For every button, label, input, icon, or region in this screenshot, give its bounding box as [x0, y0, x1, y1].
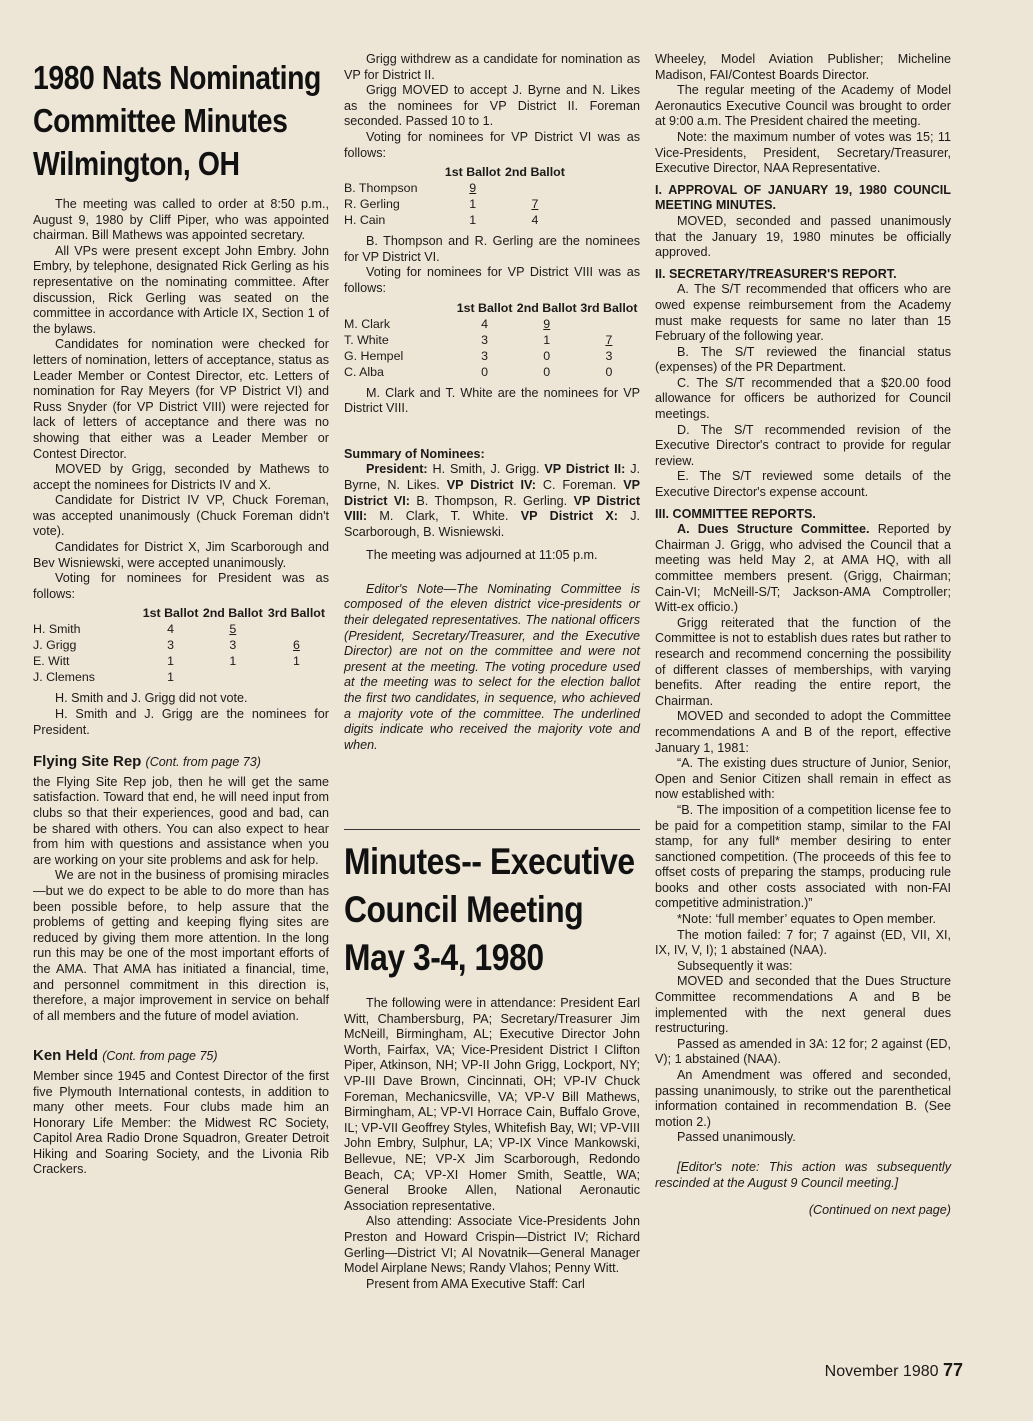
section-heading	[33, 1048, 329, 1065]
column-3	[655, 52, 951, 1219]
table-row	[344, 348, 640, 364]
majority-vote: 5	[229, 622, 237, 637]
vote-count: 0	[605, 364, 613, 379]
vote-count: 3	[605, 348, 613, 363]
summary-label: VP District X:	[520, 509, 618, 524]
paragraph: M. Clark and T. White are the nominees for VP District VIII.	[344, 385, 640, 416]
editors-note: [Editor's note: This action was subsequently rescinded at the August 9 Council meeting.]	[655, 1159, 951, 1190]
vote-count: 4	[531, 213, 539, 228]
paragraph: Also attending: Associate Vice-Presidents John Preston and Howard Crispin—District IV; Richard Gerling—District VI; Al Novatnik—General Manager Model Airplane News; Randy Vlahos; Penny Witt.	[344, 1214, 640, 1276]
paragraph: Voting for nominees for VP District VIII was as follows:	[344, 265, 640, 295]
paragraph: An Amendment was offered and seconded, passing unanimously, to strike out the parenthetical information contained in recommendation B. (See motion 2.)	[655, 1068, 951, 1129]
vote-count: 1	[229, 654, 237, 669]
paragraph: MOVED, seconded and passed unanimously that the January 19, 1980 minutes be officially approved.	[655, 213, 951, 260]
vote-count: 1	[469, 197, 477, 212]
candidate-name: J. Grigg	[33, 638, 77, 653]
paragraph	[655, 522, 951, 616]
candidate-name: R. Gerling	[344, 197, 400, 212]
continued-from: (Cont. from page 75)	[102, 1049, 218, 1064]
vote-count: 4	[167, 622, 175, 637]
headline-line-2: Committee Minutes	[33, 102, 288, 139]
candidate-name: M. Clark	[344, 316, 391, 331]
vote-count	[264, 621, 329, 637]
executive-council-article	[344, 838, 640, 1292]
paragraph: D. The S/T recommended revision of the Executive Director's contract to provide for regular review.	[655, 422, 951, 468]
section-heading: II. SECRETARY/TREASURER'S REPORT.	[655, 266, 897, 281]
column-1	[33, 52, 329, 1178]
paragraph: Candidate for District IV VP, Chuck Foreman, was accepted unanimously (Chuck Foreman didn't vote).	[33, 493, 329, 539]
candidate-name: C. Alba	[344, 364, 384, 379]
paragraph: MOVED and seconded that the Dues Structure Committee recommendations A and B be implemented with the next general dues restructuring.	[655, 974, 951, 1036]
paragraph: “B. The imposition of a competition license fee to be paid for a competition stamp, similar to the FAI stamp, for any full* member desiring to enter sanctioned competition. (The proceeds of this fee to offset costs of preparing the stamps, producing rule books and other costs associated with non-FAI competitive administration.)”	[655, 802, 951, 911]
table-row	[33, 653, 329, 669]
summary-of-nominees	[344, 447, 640, 541]
vote-count	[264, 669, 329, 685]
continued-on-next-page: (Continued on next page)	[808, 1203, 951, 1218]
candidate-name: J. Clemens	[33, 670, 95, 685]
vote-count: 3	[481, 332, 489, 347]
candidate-name: T. White	[344, 332, 389, 347]
table-row	[344, 180, 566, 196]
summary-value: B. Thompson, R. Gerling.	[416, 493, 568, 508]
vote-count: 0	[481, 364, 489, 379]
column-2	[344, 52, 640, 753]
subsection-label: A. Dues Structure Committee.	[677, 522, 870, 537]
candidate-name: B. Thompson	[344, 181, 418, 196]
vp8-vote-table	[344, 301, 640, 380]
paragraph: The following were in attendance: President Earl Witt, Chambersburg, PA; Secretary/Treasurer Jim McNeill, Birmingham, AL; Executive Director John Worth, Fairfax, VA; Vice-President District I Clifton Piper, Atkinson, NH; VP-II John Grigg, Lockport, NY; VP-III Dave Brown, Cincinnati, OH; VP-IV Chuck Foreman, Mechanicsville, VA; VP-V Bill Mathews, Birmingham, AL; VP-VI Horrace Cain, Buffalo Grove, IL; VP-VII Geoffrey Styles, Whitefish Bay, WI; VP-VIII John Embry, Sulphur, LA; VP-IX Vince Mankowski, Bellevue, NE; VP-X Jim Scarborough, Redondo Beach, CA; VP-XI Homer Smith, Seattle, WA; General Brooke Allen, National Aeronautic Association representative.	[344, 996, 640, 1213]
headline-line-1: 1980 Nats Nominating	[33, 59, 321, 96]
issue-date: November 1980	[824, 1363, 939, 1380]
flying-site-section	[33, 754, 329, 1024]
paragraph: The meeting was called to order at 8:50 p.m., August 9, 1980 by Cliff Piper, who was appointed chairman. Bill Mathews was appointed secretary.	[33, 197, 329, 243]
paragraph: We are not in the business of promising miracles—but we do expect to be able to do more than has been possible before, to help assure that the problems of getting and keeping flying sites are reduced by giving them more attention. In the long run this may be one of the most important efforts of the AMA. That AMA has initiated a financial, time, and personnel commitment in this direction is, therefore, a major improvement in service on behalf of all members and the future of model aviation.	[33, 868, 329, 1023]
summary-label: VP District IV:	[446, 477, 536, 492]
editors-note: Editor's Note—The Nominating Committee is composed of the eleven district vice-presidents or their delegated representatives. The national officers (President, Secretary/Treasurer, and the Executive Director) are not on the committee and were not present at the meeting. The voting procedure used at the meeting was to select for the election ballot the first two candidates, in sequence, who achieved a majority vote of the committee. The underlined digits indicate who received the majority vote and when.	[344, 581, 640, 752]
paragraph: The motion failed: 7 for; 7 against (ED, VII, XI, IX, IV, V, I); 1 abstained (NAA).	[655, 927, 951, 958]
vp6-vote-table	[344, 165, 566, 228]
majority-vote: 7	[531, 197, 539, 212]
vote-count: 1	[543, 332, 551, 347]
paragraph: H. Smith and J. Grigg are the nominees for President.	[33, 707, 329, 737]
headline-line-3: May 3-4, 1980	[344, 937, 544, 978]
summary-label: VP District VI:	[344, 477, 641, 508]
table-row	[344, 332, 640, 348]
table-row	[344, 364, 640, 380]
vote-count: 1	[469, 213, 477, 228]
ken-held-heading: Ken Held	[33, 1047, 99, 1065]
paragraph: E. The S/T reviewed some details of the Executive Director's expense account.	[655, 469, 951, 500]
paragraph: Candidates for District X, Jim Scarborough and Bev Wisniewski, were accepted unanimously.	[33, 540, 329, 570]
paragraph: The regular meeting of the Academy of Model Aeronautics Executive Council was brought to order at 9:00 a.m. The President chaired the meeting.	[655, 83, 951, 129]
page-footer	[825, 1360, 963, 1381]
candidate-name: H. Smith	[33, 622, 81, 637]
paragraph: Passed unanimously.	[677, 1130, 796, 1145]
candidate-name: H. Cain	[344, 213, 386, 228]
flying-site-heading: Flying Site Rep	[33, 753, 142, 771]
paragraph: Voting for nominees for President was as follows:	[33, 571, 329, 601]
paragraph: Grigg MOVED to accept J. Byrne and N. Likes as the nominees for VP District II. Foreman seconded. Passed 10 to 1.	[344, 83, 640, 129]
majority-vote: 9	[469, 181, 477, 196]
adjourned-text: The meeting was adjourned at 11:05 p.m.	[366, 548, 598, 563]
paragraph: MOVED by Grigg, seconded by Mathews to accept the nominees for Districts IV and X.	[33, 462, 329, 492]
majority-vote: 7	[605, 332, 613, 347]
vote-count: 1	[167, 670, 175, 685]
summary-label: VP District II:	[544, 462, 626, 477]
table-row	[344, 316, 640, 332]
paragraph: Note: the maximum number of votes was 15; 11 Vice-Presidents, President, Secretary/Treasurer, Executive Director, NAA Representative.	[655, 129, 951, 176]
section-heading: I. APPROVAL OF JANUARY 19, 1980 COUNCIL MEETING MINUTES.	[655, 182, 951, 213]
candidate-name: G. Hempel	[344, 348, 404, 363]
paragraph: Grigg reiterated that the function of the Committee is not to establish dues rates but rather to research and recommend concerning the possibility of different classes of memberships, with varying benefits. After reading the entire report, the Chairman.	[655, 615, 951, 708]
vote-count: 0	[543, 348, 551, 363]
headline-line-3: Wilmington, OH	[33, 145, 240, 182]
column-header: 3rd Ballot	[267, 606, 325, 621]
continued-from: (Cont. from page 73)	[145, 755, 261, 770]
paragraph: Subsequently it was:	[677, 958, 793, 973]
section-divider	[344, 829, 640, 830]
vote-count: 0	[543, 364, 551, 379]
summary-value: J. Byrne, N. Likes.	[344, 462, 641, 492]
vote-count: 3	[229, 638, 237, 653]
vote-count: 3	[167, 638, 175, 653]
table-row	[33, 621, 329, 637]
paragraph: Present from AMA Executive Staff: Carl	[366, 1276, 585, 1291]
paragraph: All VPs were present except John Embry. John Embry, by telephone, designated Rick Gerling as his representative on the nominating committee. After discussion, Rick Gerling was seated on the committee in accordance with Article IX, Section 1 of the bylaws.	[33, 243, 329, 336]
paragraph: *Note: ‘full member’ equates to Open member.	[677, 912, 936, 927]
column-header: 2nd Ballot	[516, 300, 577, 315]
page-number: 77	[942, 1360, 963, 1380]
column-header: 1st Ballot	[444, 165, 501, 180]
section-heading: III. COMMITTEE REPORTS.	[655, 506, 816, 521]
nominating-headline	[33, 56, 329, 185]
ken-held-section	[33, 1048, 329, 1178]
majority-vote: 6	[292, 638, 300, 653]
column-header: 2nd Ballot	[202, 606, 263, 621]
vote-count: 4	[481, 316, 489, 331]
president-vote-table	[33, 606, 329, 685]
paragraph: “A. The existing dues structure of Junior, Senior, Open and Senior Citizen shall remain in effect as now established with:	[655, 756, 951, 802]
paragraph: MOVED and seconded to adopt the Committee recommendations A and B of the report, effective January 1, 1981:	[655, 709, 951, 755]
summary-heading: Summary of Nominees:	[344, 446, 485, 461]
headline-line-1: Minutes-- Executive	[344, 841, 635, 882]
paragraph: Voting for nominees for VP District VI was as follows:	[344, 129, 640, 160]
candidate-name: E. Witt	[33, 654, 70, 669]
table-row	[33, 637, 329, 653]
paragraph: Wheeley, Model Aviation Publisher; Micheline Madison, FAI/Contest Boards Director.	[655, 52, 951, 82]
paragraph: A. The S/T recommended that officers who are owed expense reimbursement from the Academy must make requests for same no later than 15 February of the following year.	[655, 282, 951, 344]
paragraph: Member since 1945 and Contest Director of the first five Plymouth International contests, in addition to many other meets. Four clubs made him an Honorary Life Member: the Midwest RC Society, Capitol Area Radio Drone Squadron, Greater Detroit Hiking and Soaring Society, and the Livonia Rib Crackers.	[33, 1068, 329, 1177]
paragraph-text: Reported by Chairman J. Grigg, who advised the Council that a meeting was held May 2, at AMA HQ, with all committee members present. (Grigg, Chairman; Cain-VI; McNeill-S/T; Jackson-AMA Comptroller; Witt-ex officio.)	[655, 522, 951, 615]
summary-value: J. Scarborough, B. Wisniewski.	[344, 509, 641, 539]
table-row	[344, 212, 566, 228]
paragraph: Grigg withdrew as a candidate for nomination as VP for District II.	[344, 52, 640, 82]
vote-count	[504, 180, 566, 196]
vote-count: 3	[481, 348, 489, 363]
table-row	[344, 196, 566, 212]
summary-label: VP District VIII:	[344, 493, 641, 524]
summary-label: President:	[366, 462, 428, 477]
vote-count	[578, 316, 640, 332]
section-heading	[33, 754, 329, 771]
paragraph: B. The S/T reviewed the financial status (expenses) of the PR Department.	[655, 344, 951, 375]
executive-headline	[344, 838, 640, 982]
column-header: 1st Ballot	[142, 606, 199, 621]
column-header: 2nd Ballot	[504, 165, 565, 180]
paragraph: B. Thompson and R. Gerling are the nominees for VP District VI.	[344, 234, 640, 264]
headline-line-2: Council Meeting	[344, 889, 584, 930]
majority-vote: 9	[543, 316, 551, 331]
paragraph: Candidates for nomination were checked for letters of nomination, letters of acceptance, status as Leader Member or Contest Director, etc. Letters of nomination for Ray Meyers (for VP District VI) and Russ Snyder (for VP District VIII) were rejected for lack of letters of acceptance and there was no showing that either was a Leader Member or Contest Director.	[33, 337, 329, 461]
summary-value: C. Foreman.	[542, 477, 617, 492]
paragraph: Passed as amended in 3A: 12 for; 2 against (ED, V); 1 abstained (NAA).	[655, 1036, 951, 1067]
paragraph: H. Smith and J. Grigg did not vote.	[55, 691, 248, 706]
vote-count: 1	[167, 654, 175, 669]
summary-value: M. Clark, T. White.	[379, 509, 509, 524]
summary-value: H. Smith, J. Grigg.	[432, 462, 540, 477]
paragraph: the Flying Site Rep job, then he will get the same satisfaction. Toward that end, he will need input from clubs so that their experiences, good and bad, can be shared with others. You can also expect to hear from him with questions and assistance when you are working on your site problems and ask for help.	[33, 774, 329, 867]
paragraph: C. The S/T recommended that a $20.00 food allowance for officers be authorized for Council meetings.	[655, 375, 951, 422]
column-header: 1st Ballot	[456, 300, 513, 315]
vote-count	[202, 669, 264, 685]
vote-count: 1	[292, 654, 300, 669]
column-header: 3rd Ballot	[580, 300, 638, 315]
table-row	[33, 669, 329, 685]
